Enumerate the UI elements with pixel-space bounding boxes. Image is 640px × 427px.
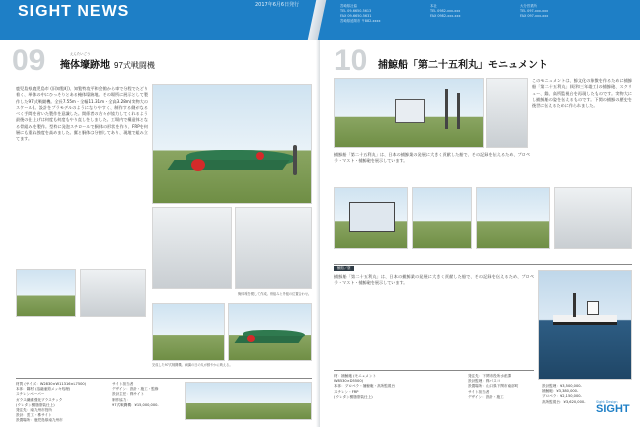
photo-caption: 掩体壕を模して作成。骨組みと外板の位置合わせ。: [238, 292, 312, 296]
address-block: 大分営業所 TEL 097-xxx-xxx FAX 097-xxx-xxx: [520, 4, 549, 18]
section-number: 09: [12, 44, 46, 77]
site-photo: [185, 382, 312, 420]
page-left: [0, 40, 320, 427]
monument-photo: [334, 78, 484, 148]
main-plane-photo: [152, 84, 312, 204]
anchor-photo: [554, 187, 632, 249]
price-list: 設計監理：¥3,500,000- 捕鯨砲：¥3,380,000- プロペラ：¥2,150,000- 高所監視台：¥3,620,000-: [542, 384, 586, 404]
credit-list: サイト担当者 デザイン：設計・施工・監修 設計主任：株サイト 制作協力： 97式戦闘機：¥15,000,000-: [112, 382, 159, 407]
page-right: [320, 40, 640, 427]
assembly-photo: [235, 207, 312, 289]
section-title: 掩体壕跡地 97式戦闘機: [60, 60, 155, 71]
masthead: [0, 0, 640, 40]
mast-photo: [476, 187, 550, 249]
article-body: 鹿児島県鹿児島市 (旧知覧町)、知覧特攻平和会館から車で分程でたどり着く、単体の中にひっそりとある掩体壕跡地。その場所に展示として製作した97式戦闘機。全長7.55m・全幅11.31m・全高3.28m(実物大のスケール)。設計をプラモデルのようになりやすく、制作する側がなるべく手間を省いた製作を意識した。関係者の方々が協力してくれるよう最後の仕上げは何度も何度もやり直しをしました。工場内で構造体となる骨組みを製作。型枠に発泡スチロールで胴体の形状を作り、FRPを何層にも重ね強度を高めました。翼と胴体は分割してあり、現地で組み立てます。: [16, 86, 148, 142]
gun-photo: [412, 187, 472, 249]
address-block: 本社 TEL 0982-xxx-xxx FAX 0982-xxx-xxx: [430, 4, 461, 18]
article-body-3: 捕鯨船「第二十五利丸」は、日本の捕鯨業の発展に大きく貢献した船で、その記録を伝えるため、プロペラ・マスト・捕鯨砲を展示しています。: [334, 274, 534, 286]
address-block: 宮崎県社協 TEL 09-6650-5613 FAX 09-6650-5631 宮崎県延岡市 〒882-xxxx: [340, 4, 381, 23]
page-fold: [308, 0, 327, 40]
propeller-photo: [486, 78, 528, 148]
issue-date: 2017年6月6日発行: [255, 2, 300, 8]
spec-list: 材：捕鯨砲 (モニュメント W8530×D5500) 本体：プロペラ・捕鯨砲・高所監視台 スチレン・FRP (ウレタン樹脂塗装仕上): [334, 374, 396, 399]
truck-photo: [80, 269, 146, 317]
spec-heading: 鯨船／塗: [334, 266, 354, 271]
client-list: 発注先：下関市役所水産課 設計監理：株パスコ 設置場所：山口県下関市南部町 サイト担当者 デザイン：設計・施工: [468, 374, 519, 399]
fighter-plane-illustration: [161, 125, 311, 185]
brand-title: SIGHT NEWS: [18, 3, 130, 20]
divider: [334, 370, 534, 371]
frame-photo: [152, 207, 232, 289]
section-title: 捕鯨船「第二十五利丸」モニュメント: [378, 60, 548, 71]
whaling-ship-photo: [538, 270, 632, 380]
ruby-text: えんたいごう: [70, 52, 91, 56]
section-number: 10: [334, 44, 368, 77]
article-body: このモニュメントは、鯨文化の象徴を作るために捕鯨船「第二十五利丸」(昭和三年竣工)の捕鯨砲、スクリュー、錨、高所監視台を再現したものです。実物大にし捕鯨船の姿を伝えるものです。下関の捕鯨の歴史を後世に伝えるために作られました。: [532, 78, 632, 109]
plane-rear-photo: [152, 303, 225, 361]
plane-side-photo: [228, 303, 312, 361]
spec-list: 材質 (サイズ：W2830×W11316×L7500) 本体：鋼材 (溶融亜鉛メッキ処理) スチレンペーパー ガラス繊維強化プラスチック (ウレタン樹脂塗装仕上) 発注先：南九州市役所 設計：雲工・株サイト 設置場所：鹿児島県南九州市: [16, 382, 87, 423]
photo-caption: 完成した97式戦闘機。両翼の日の丸が鮮やかに映える。: [152, 363, 233, 367]
truck-photo: [16, 269, 76, 317]
divider: [16, 378, 312, 379]
divider: [334, 264, 632, 265]
article-body-2: 捕鯨船「第二十五利丸」は、日本の捕鯨業の発展に大きく貢献した船で、その記録を伝えるため、プロペラ・マスト・捕鯨砲を展示しています。: [334, 152, 530, 164]
sight-logo: Sight Design SIGHT: [596, 400, 630, 415]
signboard-photo: [334, 187, 408, 249]
